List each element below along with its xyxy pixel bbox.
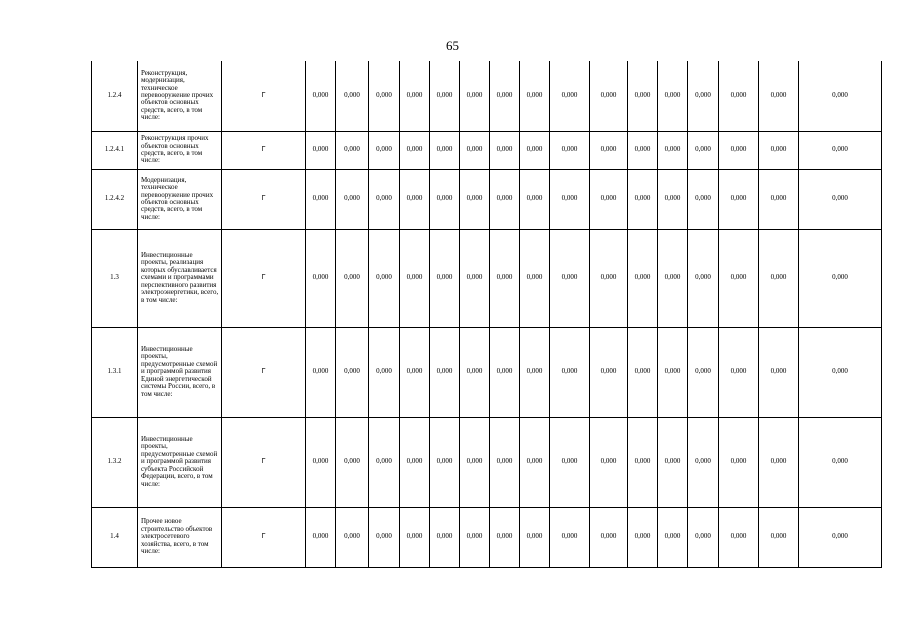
value-cell: 0,000	[688, 61, 719, 131]
value-cell: 0,000	[400, 131, 430, 169]
value-cell: 0,000	[369, 417, 400, 507]
value-cell: 0,000	[688, 507, 719, 567]
value-cell: 0,000	[658, 417, 688, 507]
table-row	[92, 229, 882, 327]
value-cell: 0,000	[590, 327, 628, 417]
value-cell: 0,000	[400, 61, 430, 131]
value-cell: 0,000	[400, 327, 430, 417]
value-cell: 0,000	[719, 327, 759, 417]
value-cell: 0,000	[336, 229, 369, 327]
value-cell: 0,000	[799, 229, 882, 327]
value-cell: 0,000	[490, 61, 520, 131]
value-cell: 0,000	[590, 131, 628, 169]
value-cell: 0,000	[658, 507, 688, 567]
value-cell: 0,000	[628, 327, 658, 417]
value-cell: 0,000	[719, 507, 759, 567]
value-cell: 0,000	[550, 417, 590, 507]
value-cell: 0,000	[336, 61, 369, 131]
value-cell: 0,000	[719, 131, 759, 169]
value-cell: 0,000	[460, 327, 490, 417]
value-cell: 0,000	[550, 131, 590, 169]
investment-table	[91, 61, 882, 568]
value-cell: 0,000	[430, 229, 460, 327]
value-cell: 0,000	[719, 229, 759, 327]
value-cell: 0,000	[369, 229, 400, 327]
value-cell: 0,000	[688, 229, 719, 327]
row-id-cell: 1.4	[92, 507, 138, 567]
row-code-cell: Г	[222, 169, 306, 229]
page-number: 65	[446, 38, 459, 53]
value-cell: 0,000	[520, 61, 550, 131]
value-cell: 0,000	[520, 131, 550, 169]
row-code-cell: Г	[222, 417, 306, 507]
row-code-cell: Г	[222, 229, 306, 327]
row-id-cell: 1.2.4.2	[92, 169, 138, 229]
value-cell: 0,000	[430, 169, 460, 229]
value-cell: 0,000	[430, 327, 460, 417]
value-cell: 0,000	[306, 169, 336, 229]
row-name-cell: Инвестиционные проекты, предусмотренные схемой и программой развития субъекта Российской Федерации, всего, в том числе:	[138, 417, 222, 507]
row-name-cell: Модернизация, техническое перевооружение прочих объектов основных средств, всего, в том числе:	[138, 169, 222, 229]
value-cell: 0,000	[490, 507, 520, 567]
value-cell: 0,000	[490, 327, 520, 417]
value-cell: 0,000	[550, 61, 590, 131]
value-cell: 0,000	[590, 61, 628, 131]
value-cell: 0,000	[590, 417, 628, 507]
value-cell: 0,000	[460, 417, 490, 507]
value-cell: 0,000	[799, 169, 882, 229]
value-cell: 0,000	[628, 417, 658, 507]
table-row	[92, 61, 882, 131]
value-cell: 0,000	[520, 229, 550, 327]
value-cell: 0,000	[400, 229, 430, 327]
value-cell: 0,000	[799, 507, 882, 567]
value-cell: 0,000	[400, 417, 430, 507]
value-cell: 0,000	[550, 169, 590, 229]
row-code-cell: Г	[222, 61, 306, 131]
value-cell: 0,000	[306, 327, 336, 417]
value-cell: 0,000	[759, 131, 799, 169]
value-cell: 0,000	[306, 417, 336, 507]
value-cell: 0,000	[460, 169, 490, 229]
value-cell: 0,000	[336, 417, 369, 507]
value-cell: 0,000	[759, 61, 799, 131]
value-cell: 0,000	[550, 507, 590, 567]
table-row	[92, 417, 882, 507]
value-cell: 0,000	[759, 169, 799, 229]
value-cell: 0,000	[369, 507, 400, 567]
value-cell: 0,000	[688, 417, 719, 507]
row-id-cell: 1.2.4.1	[92, 131, 138, 169]
value-cell: 0,000	[590, 507, 628, 567]
value-cell: 0,000	[520, 327, 550, 417]
row-id-cell: 1.3	[92, 229, 138, 327]
value-cell: 0,000	[430, 507, 460, 567]
value-cell: 0,000	[369, 169, 400, 229]
value-cell: 0,000	[460, 229, 490, 327]
value-cell: 0,000	[799, 417, 882, 507]
value-cell: 0,000	[590, 229, 628, 327]
row-code-cell: Г	[222, 327, 306, 417]
value-cell: 0,000	[628, 131, 658, 169]
value-cell: 0,000	[520, 417, 550, 507]
table-row	[92, 169, 882, 229]
value-cell: 0,000	[658, 131, 688, 169]
value-cell: 0,000	[430, 417, 460, 507]
row-code-cell: Г	[222, 507, 306, 567]
value-cell: 0,000	[688, 131, 719, 169]
row-name-cell: Прочее новое строительство объектов электросетевого хозяйства, всего, в том числе:	[138, 507, 222, 567]
table-row	[92, 507, 882, 567]
value-cell: 0,000	[369, 131, 400, 169]
row-name-cell: Реконструкция, модернизация, техническое перевооружение прочих объектов основных средств, всего, в том числе:	[138, 61, 222, 131]
value-cell: 0,000	[799, 131, 882, 169]
value-cell: 0,000	[688, 169, 719, 229]
value-cell: 0,000	[490, 131, 520, 169]
row-id-cell: 1.2.4	[92, 61, 138, 131]
value-cell: 0,000	[520, 169, 550, 229]
value-cell: 0,000	[430, 61, 460, 131]
value-cell: 0,000	[719, 61, 759, 131]
value-cell: 0,000	[490, 417, 520, 507]
row-name-cell: Инвестиционные проекты, предусмотренные схемой и программой развития Единой энергетической системы России, всего, в том числе:	[138, 327, 222, 417]
value-cell: 0,000	[759, 229, 799, 327]
value-cell: 0,000	[400, 507, 430, 567]
value-cell: 0,000	[520, 507, 550, 567]
row-id-cell: 1.3.2	[92, 417, 138, 507]
value-cell: 0,000	[719, 169, 759, 229]
value-cell: 0,000	[759, 417, 799, 507]
row-name-cell: Реконструкция прочих объектов основных средств, всего, в том числе:	[138, 131, 222, 169]
value-cell: 0,000	[336, 169, 369, 229]
value-cell: 0,000	[799, 61, 882, 131]
value-cell: 0,000	[306, 131, 336, 169]
value-cell: 0,000	[628, 169, 658, 229]
value-cell: 0,000	[336, 327, 369, 417]
value-cell: 0,000	[799, 327, 882, 417]
value-cell: 0,000	[759, 507, 799, 567]
row-id-cell: 1.3.1	[92, 327, 138, 417]
table-row	[92, 131, 882, 169]
value-cell: 0,000	[306, 229, 336, 327]
value-cell: 0,000	[460, 61, 490, 131]
row-code-cell: Г	[222, 131, 306, 169]
row-name-cell: Инвестиционные проекты, реализация которых обуславливается схемами и программами перспективного развития электроэнергетики, всего, в том числе:	[138, 229, 222, 327]
value-cell: 0,000	[490, 229, 520, 327]
value-cell: 0,000	[719, 417, 759, 507]
value-cell: 0,000	[369, 327, 400, 417]
value-cell: 0,000	[306, 507, 336, 567]
value-cell: 0,000	[430, 131, 460, 169]
value-cell: 0,000	[658, 327, 688, 417]
value-cell: 0,000	[759, 327, 799, 417]
value-cell: 0,000	[550, 229, 590, 327]
value-cell: 0,000	[590, 169, 628, 229]
value-cell: 0,000	[369, 61, 400, 131]
table-row	[92, 327, 882, 417]
value-cell: 0,000	[658, 169, 688, 229]
value-cell: 0,000	[336, 131, 369, 169]
value-cell: 0,000	[306, 61, 336, 131]
value-cell: 0,000	[628, 507, 658, 567]
value-cell: 0,000	[460, 131, 490, 169]
value-cell: 0,000	[688, 327, 719, 417]
value-cell: 0,000	[460, 507, 490, 567]
value-cell: 0,000	[628, 229, 658, 327]
value-cell: 0,000	[490, 169, 520, 229]
value-cell: 0,000	[400, 169, 430, 229]
value-cell: 0,000	[658, 229, 688, 327]
value-cell: 0,000	[550, 327, 590, 417]
value-cell: 0,000	[658, 61, 688, 131]
value-cell: 0,000	[336, 507, 369, 567]
value-cell: 0,000	[628, 61, 658, 131]
